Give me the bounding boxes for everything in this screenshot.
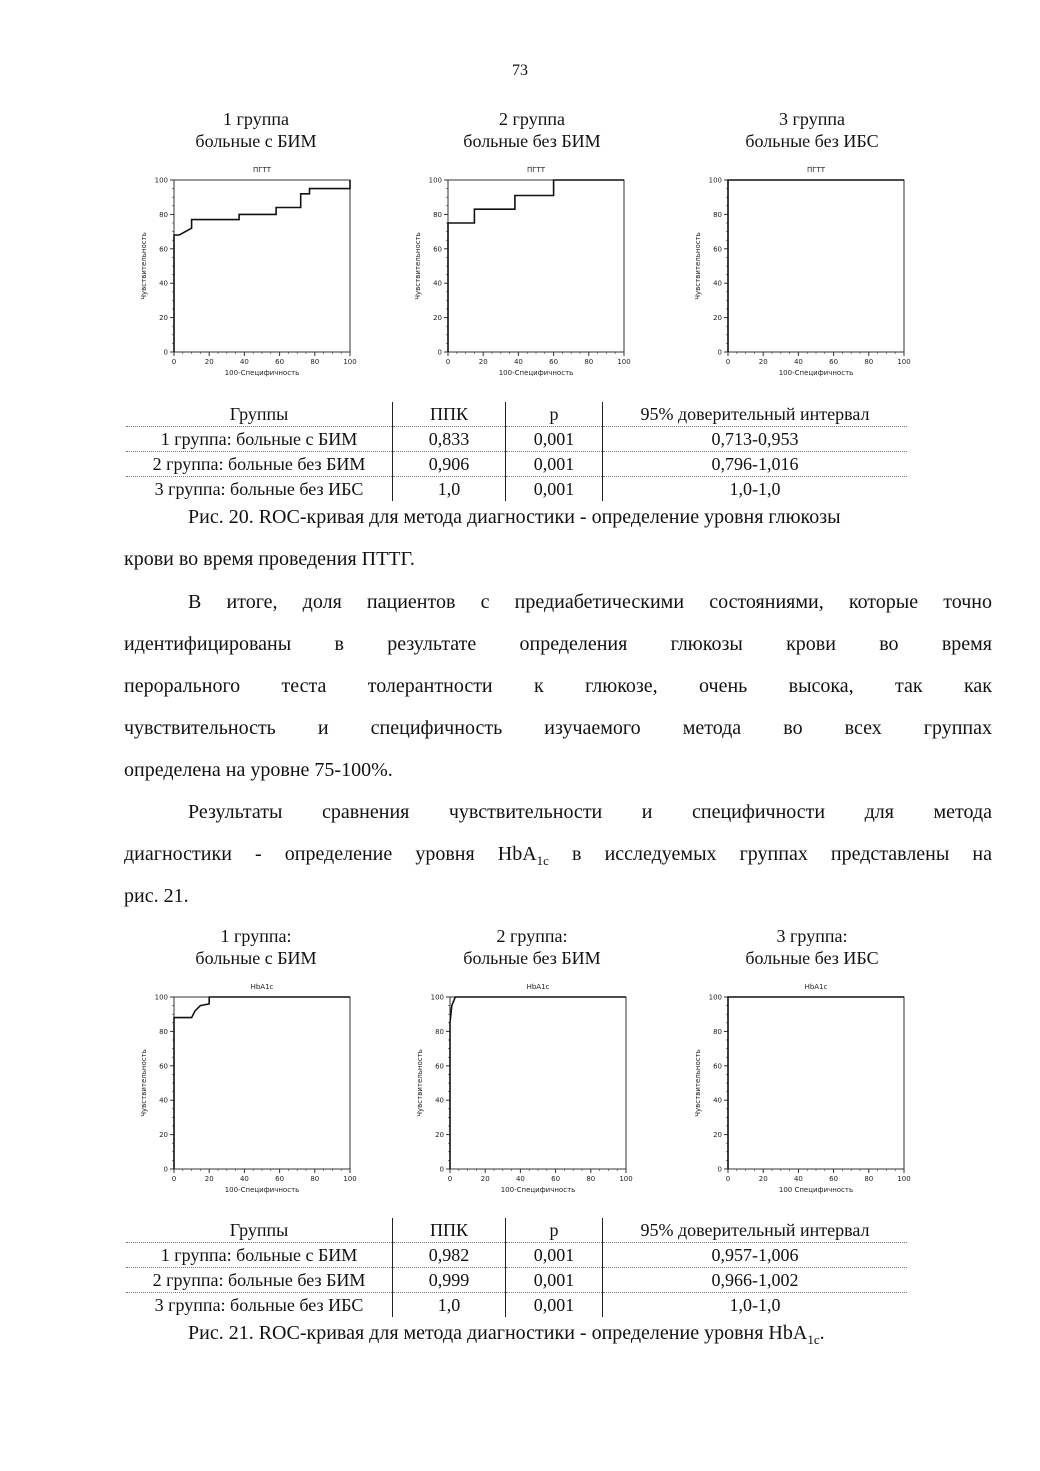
y-tick-label: 20	[713, 1131, 722, 1140]
roc-curve	[450, 997, 626, 1169]
x-tick-label: 80	[310, 1175, 320, 1183]
x-tick-label: 40	[515, 1175, 525, 1183]
chart-title: HbA1c	[250, 983, 274, 991]
table-row	[126, 452, 907, 477]
cell-ci: 1,0-1,0	[603, 1293, 908, 1318]
x-tick-label: 100	[617, 358, 631, 366]
page-number: 73	[512, 62, 528, 79]
panel-title-line2: больные без ИБС	[745, 131, 879, 151]
header-p: p	[506, 1218, 603, 1243]
y-tick-label: 20	[159, 1131, 168, 1140]
roc-chart-hba1c-group2	[410, 977, 640, 1207]
fig20-panel-1	[136, 108, 376, 152]
x-tick-label: 100	[619, 1175, 633, 1183]
caption-text-sub: 1c	[807, 1332, 820, 1347]
y-tick-label: 60	[433, 245, 442, 254]
x-tick-label: 60	[829, 1175, 839, 1183]
x-tick-label: 100	[897, 358, 911, 366]
fig21-panel-3	[692, 925, 932, 969]
panel-title-line1: 1 группа:	[220, 926, 292, 946]
roc-chart-pgtt-group3	[688, 160, 918, 390]
paragraph-2-line: Результаты сравнения чувствительности и специфичности для метода	[188, 801, 992, 823]
roc-chart-pgtt-group2	[408, 160, 638, 390]
x-tick-label: 40	[239, 358, 249, 366]
y-tick-label: 20	[435, 1131, 444, 1140]
panel-title-line2: больные с БИМ	[195, 948, 317, 968]
y-tick-label: 0	[163, 348, 168, 357]
x-tick-label: 20	[758, 358, 768, 366]
cell-p: 0,001	[506, 1243, 603, 1268]
figure-20-caption-line1: Рис. 20. ROC-кривая для метода диагностики - определение уровня глюкозы	[188, 506, 841, 528]
x-tick-label: 60	[275, 1175, 285, 1183]
panel-title-line2: больные без ИБС	[745, 948, 879, 968]
x-tick-label: 60	[275, 358, 285, 366]
cell-group: 3 группа: больные без ИБС	[126, 477, 393, 502]
x-tick-label: 60	[549, 358, 559, 366]
y-tick-label: 40	[713, 1096, 722, 1105]
cell-ci: 0,966-1,002	[603, 1268, 908, 1293]
x-axis-label: 100-Специфичность	[500, 1186, 576, 1194]
cell-group: 2 группа: больные без БИМ	[126, 1268, 393, 1293]
table-row	[126, 427, 907, 452]
caption-text-post: .	[819, 1322, 825, 1344]
plot-frame	[448, 180, 624, 352]
x-tick-label: 60	[829, 358, 839, 366]
y-tick-label: 40	[713, 279, 722, 288]
y-axis-label: Чувствительность	[416, 1049, 424, 1117]
y-tick-label: 40	[159, 279, 168, 288]
p2-text-pre: диагностики - определение уровня HbA	[124, 843, 537, 865]
roc-curve	[728, 180, 904, 352]
paragraph-1-line: перорального теста толерантности к глюкозе, очень высока, так как	[124, 675, 992, 697]
cell-group: 1 группа: больные с БИМ	[126, 1243, 393, 1268]
x-tick-label: 100	[343, 1175, 357, 1183]
x-tick-label: 0	[725, 1175, 731, 1183]
header-groups: Группы	[126, 402, 393, 427]
paragraph-1-line: идентифицированы в результате определения глюкозы крови во время	[124, 633, 992, 655]
cell-group: 1 группа: больные с БИМ	[126, 427, 393, 452]
paragraph-1-line: чувствительность и специфичность изучаемого метода во всех группах	[124, 717, 992, 739]
roc-chart-hba1c-group1	[134, 977, 364, 1207]
x-tick-label: 20	[758, 1175, 768, 1183]
fig21-stats-table	[126, 1218, 907, 1317]
x-tick-label: 20	[204, 358, 214, 366]
caption-text-pre: Рис. 21. ROC-кривая для метода диагностики - определение уровня HbA	[188, 1322, 808, 1344]
panel-title-line2: больные с БИМ	[195, 131, 317, 151]
y-tick-label: 100	[708, 176, 722, 185]
cell-p: 0,001	[506, 1293, 603, 1318]
header-auc: ППК	[393, 402, 506, 427]
plot-frame	[728, 997, 904, 1169]
x-tick-label: 40	[239, 1175, 249, 1183]
x-tick-label: 80	[310, 358, 320, 366]
roc-curve	[728, 997, 904, 1169]
y-tick-label: 100	[708, 993, 722, 1002]
roc-chart-hba1c-group3	[688, 977, 918, 1207]
x-tick-label: 80	[864, 1175, 874, 1183]
chart-title: ПГТТ	[806, 166, 826, 174]
paragraph-1	[124, 581, 992, 791]
fig21-panel-2	[412, 925, 652, 969]
x-tick-label: 0	[725, 358, 731, 366]
paragraph-2	[124, 791, 992, 917]
y-tick-label: 0	[163, 1165, 168, 1174]
fig20-stats-table	[126, 402, 907, 501]
y-tick-label: 100	[154, 993, 168, 1002]
x-axis-label: 100-Специфичность	[224, 369, 300, 377]
y-tick-label: 80	[159, 1027, 168, 1036]
x-tick-label: 0	[445, 358, 451, 366]
y-tick-label: 80	[713, 1027, 722, 1036]
y-axis-label: Чувствительность	[694, 1049, 702, 1117]
x-tick-label: 0	[447, 1175, 453, 1183]
header-ci: 95% доверительный интервал	[603, 1218, 908, 1243]
y-tick-label: 20	[713, 314, 722, 323]
y-tick-label: 80	[435, 1027, 444, 1036]
x-tick-label: 0	[171, 1175, 177, 1183]
paragraph-1-line: В итоге, доля пациентов с предиабетическими состояниями, которые точно	[188, 591, 992, 613]
y-tick-label: 60	[159, 245, 168, 254]
cell-p: 0,001	[506, 1268, 603, 1293]
x-tick-label: 40	[793, 1175, 803, 1183]
fig21-panel-1	[136, 925, 376, 969]
x-axis-label: 100 Специфичность	[778, 1186, 854, 1194]
cell-ci: 1,0-1,0	[603, 477, 908, 502]
y-tick-label: 40	[159, 1096, 168, 1105]
panel-title-line1: 2 группа:	[496, 926, 568, 946]
table-row	[126, 1243, 907, 1268]
plot-frame	[174, 997, 350, 1169]
x-axis-label: 100-Специфичность	[498, 369, 574, 377]
x-tick-label: 0	[171, 358, 177, 366]
y-tick-label: 80	[433, 210, 442, 219]
fig20-panel-2	[412, 108, 652, 152]
p2-text-post: в исследуемых группах представлены на	[548, 843, 992, 865]
roc-curve	[174, 997, 350, 1169]
y-tick-label: 60	[713, 1062, 722, 1071]
panel-title-line2: больные без БИМ	[463, 948, 601, 968]
y-axis-label: Чувствительность	[414, 232, 422, 300]
x-axis-label: 100-Специфичность	[224, 1186, 300, 1194]
cell-p: 0,001	[506, 427, 603, 452]
paragraph-2-line: рис. 21.	[124, 885, 189, 907]
x-tick-label: 20	[478, 358, 488, 366]
y-tick-label: 0	[717, 348, 722, 357]
y-tick-label: 0	[437, 348, 442, 357]
y-tick-label: 0	[717, 1165, 722, 1174]
chart-title: ПГТТ	[526, 166, 546, 174]
figure-20-caption-line2: крови во время проведения ПТТГ.	[124, 548, 415, 570]
y-tick-label: 20	[433, 314, 442, 323]
header-auc: ППК	[393, 1218, 506, 1243]
header-groups: Группы	[126, 1218, 393, 1243]
y-tick-label: 100	[430, 993, 444, 1002]
x-tick-label: 20	[204, 1175, 214, 1183]
chart-title: ПГТТ	[252, 166, 272, 174]
y-axis-label: Чувствительность	[140, 1049, 148, 1117]
plot-frame	[450, 997, 626, 1169]
y-tick-label: 20	[159, 314, 168, 323]
y-tick-label: 60	[713, 245, 722, 254]
cell-auc: 0,999	[393, 1268, 506, 1293]
x-tick-label: 100	[343, 358, 357, 366]
figure-21-caption	[188, 1313, 992, 1353]
cell-ci: 0,713-0,953	[603, 427, 908, 452]
paragraph-2-line	[124, 833, 992, 875]
x-tick-label: 100	[897, 1175, 911, 1183]
y-tick-label: 0	[439, 1165, 444, 1174]
roc-chart-pgtt-group1	[134, 160, 364, 390]
panel-title-line1: 3 группа	[779, 109, 845, 129]
header-ci: 95% доверительный интервал	[603, 402, 908, 427]
plot-frame	[174, 180, 350, 352]
y-tick-label: 40	[435, 1096, 444, 1105]
cell-auc: 1,0	[393, 477, 506, 502]
y-tick-label: 100	[154, 176, 168, 185]
x-tick-label: 80	[864, 358, 874, 366]
cell-group: 2 группа: больные без БИМ	[126, 452, 393, 477]
table-row	[126, 1268, 907, 1293]
cell-auc: 0,982	[393, 1243, 506, 1268]
plot-frame	[728, 180, 904, 352]
y-tick-label: 100	[428, 176, 442, 185]
panel-title-line1: 3 группа:	[776, 926, 848, 946]
y-tick-label: 60	[159, 1062, 168, 1071]
x-axis-label: 100-Специфичность	[778, 369, 854, 377]
x-tick-label: 60	[551, 1175, 561, 1183]
x-tick-label: 80	[586, 1175, 596, 1183]
cell-p: 0,001	[506, 452, 603, 477]
panel-title-line2: больные без БИМ	[463, 131, 601, 151]
chart-title: HbA1c	[804, 983, 828, 991]
cell-p: 0,001	[506, 477, 603, 502]
table-header-row	[126, 1218, 907, 1243]
panel-title-line1: 1 группа	[223, 109, 289, 129]
p2-text-sub: 1c	[536, 853, 549, 868]
y-axis-label: Чувствительность	[694, 232, 702, 300]
y-axis-label: Чувствительность	[140, 232, 148, 300]
y-tick-label: 40	[433, 279, 442, 288]
roc-curve	[174, 180, 350, 352]
chart-title: HbA1c	[526, 983, 550, 991]
y-tick-label: 80	[713, 210, 722, 219]
cell-group: 3 группа: больные без ИБС	[126, 1293, 393, 1318]
roc-curve	[448, 180, 624, 352]
cell-auc: 1,0	[393, 1293, 506, 1318]
cell-ci: 0,957-1,006	[603, 1243, 908, 1268]
x-tick-label: 20	[480, 1175, 490, 1183]
cell-ci: 0,796-1,016	[603, 452, 908, 477]
y-tick-label: 60	[435, 1062, 444, 1071]
x-tick-label: 40	[793, 358, 803, 366]
header-p: p	[506, 402, 603, 427]
x-tick-label: 40	[513, 358, 523, 366]
x-tick-label: 80	[584, 358, 594, 366]
y-tick-label: 80	[159, 210, 168, 219]
cell-auc: 0,906	[393, 452, 506, 477]
panel-title-line1: 2 группа	[499, 109, 565, 129]
table-header-row	[126, 402, 907, 427]
cell-auc: 0,833	[393, 427, 506, 452]
fig20-panel-3	[692, 108, 932, 152]
paragraph-1-line: определена на уровне 75-100%.	[124, 759, 393, 781]
